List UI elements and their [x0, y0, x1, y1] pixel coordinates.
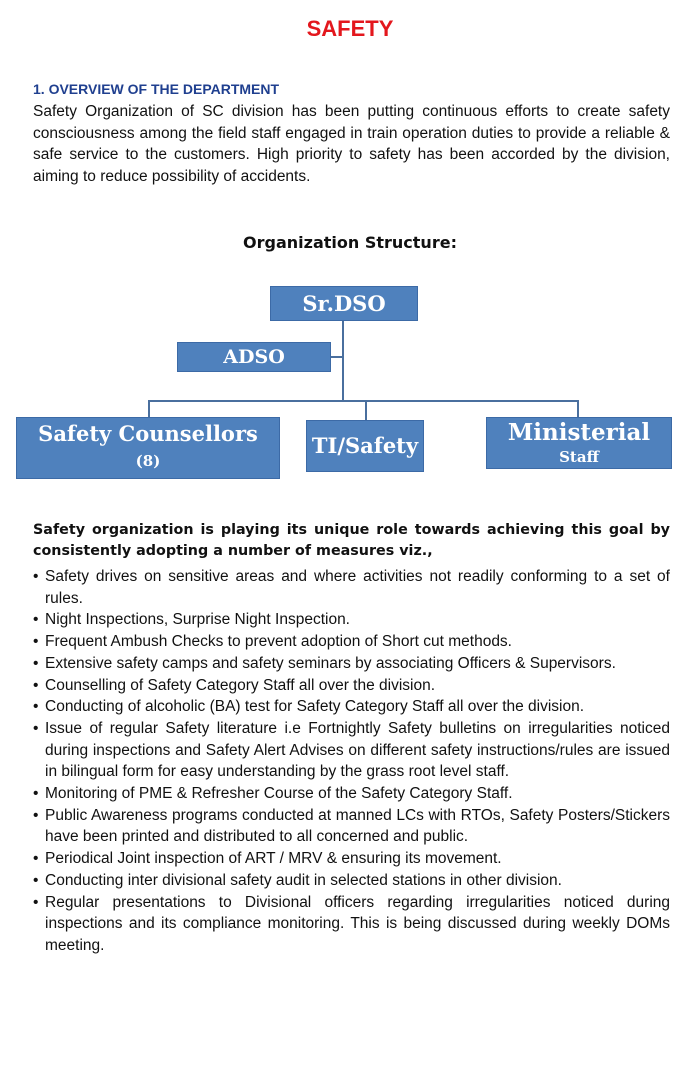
org-box-sr-dso	[270, 286, 418, 321]
connector-horizontal	[148, 400, 578, 402]
list-item: • Conducting inter divisional safety audit in selected stations in other division.	[33, 870, 670, 892]
org-structure-title: Organization Structure:	[243, 233, 457, 252]
org-box-ministerial-staff	[486, 417, 672, 469]
org-box-sr-dso-label: Sr.DSO	[302, 291, 386, 316]
list-item: • Safety drives on sensitive areas and where activities not readily conforming to a set of rules.	[33, 566, 670, 609]
list-item: • Periodical Joint inspection of ART / MRV & ensuring its movement.	[33, 848, 670, 870]
list-item: • Regular presentations to Divisional officers regarding irregularities noticed during inspections and its compliance monitoring. This is being discussed during weekly DOMs meeting.	[33, 892, 670, 957]
section-heading: 1. OVERVIEW OF THE DEPARTMENT	[33, 81, 280, 97]
list-item: • Conducting of alcoholic (BA) test for Safety Category Staff all over the division.	[33, 696, 670, 718]
list-item: • Monitoring of PME & Refresher Course of the Safety Category Staff.	[33, 783, 670, 805]
list-item: • Extensive safety camps and safety seminars by associating Officers & Supervisors.	[33, 653, 670, 675]
connector-ministerial	[577, 400, 579, 417]
list-item: • Counselling of Safety Category Staff all over the division.	[33, 675, 670, 697]
list-item: • Issue of regular Safety literature i.e Fortnightly Safety bulletins on irregularities noticed during inspections and Safety Alert Advises on different safety instructions/rules are issued in bilingual form for easy understanding by the grass root level staff.	[33, 718, 670, 783]
connector-vertical-main	[342, 320, 344, 402]
list-item: • Public Awareness programs conducted at manned LCs with RTOs, Safety Posters/Stickers have been printed and distributed to all concerned and public.	[33, 805, 670, 848]
connector-adso	[330, 356, 343, 358]
org-box-safety-counsellors-label: Safety Counsellors	[38, 421, 258, 446]
org-box-safety-counsellors-count: (8)	[135, 452, 161, 470]
org-box-adso-label: ADSO	[223, 346, 285, 368]
page-title: SAFETY	[306, 16, 394, 41]
org-box-ti-safety	[306, 420, 424, 472]
measures-list	[33, 566, 670, 957]
org-box-ministerial-label: Ministerial	[507, 419, 651, 446]
connector-ti	[365, 400, 367, 420]
list-item: • Night Inspections, Surprise Night Inspection.	[33, 609, 670, 631]
org-box-safety-counsellors	[16, 417, 280, 479]
org-box-adso	[177, 342, 331, 372]
measures-intro: Safety organization is playing its unique role towards achieving this goal by consistently adopting a number of measures viz.,	[33, 522, 670, 559]
org-box-ti-safety-label: TI/Safety	[311, 433, 419, 458]
list-item: • Frequent Ambush Checks to prevent adoption of Short cut methods.	[33, 631, 670, 653]
overview-paragraph: Safety Organization of SC division has been putting continuous efforts to create safety consciousness among the field staff engaged in train operation duties to provide a reliable & safe service to the customers. High priority to safety has been accorded by the division, aiming to reduce possibility of accidents.	[33, 103, 670, 185]
connector-counsellors	[148, 400, 150, 417]
org-box-ministerial-staff-sub: Staff	[559, 448, 599, 466]
